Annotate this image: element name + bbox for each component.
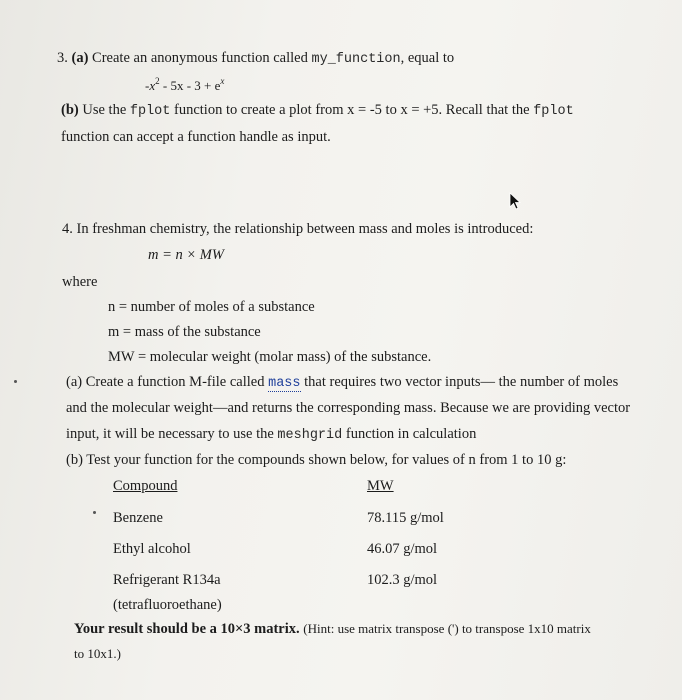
q3-number: 3. [57, 50, 68, 66]
q3-line-b2: function can accept a function handle as input. [61, 129, 331, 145]
bullet-mark [93, 511, 96, 514]
q4-where: where [62, 274, 98, 290]
q3-line-a [57, 49, 454, 69]
q3-part-b-label: (b) [61, 102, 79, 118]
q3-expression: $-x^2 - 5x - 3 + e^x$ [145, 76, 225, 93]
q4-intro: 4. In freshman chemistry, the relationship between mass and moles is introduced: [62, 221, 534, 237]
table-row-mw: 102.3 g/mol [367, 572, 438, 588]
q4-equation: m = n × MW [148, 247, 224, 263]
mass-function-link[interactable]: mass [268, 376, 301, 391]
q4-def-n: n = number of moles of a substance [108, 299, 315, 315]
q4-part-a-line3: input, it will be necessary to use the meshgrid function in calculation [66, 426, 477, 443]
q4-part-b: (b) Test your function for the compounds shown below, for values of n from 1 to 10 g: [66, 452, 567, 468]
q3-part-a-label: (a) [71, 50, 89, 66]
q3-code-fplot: fplot [129, 104, 171, 119]
mouse-cursor-icon [508, 192, 522, 210]
q4-def-m: m = mass of the substance [108, 324, 261, 340]
q4-result-bold: Your result should be a 10×3 matrix. [74, 621, 300, 637]
table-row-compound: Ethyl alcohol [113, 541, 191, 557]
q3-line-b: (b) Use the fplot function to create a plot from x = -5 to x = +5. Recall that the fplot [61, 102, 574, 119]
q4-result-line2: to 10x1.) [74, 646, 121, 661]
code-meshgrid: meshgrid [277, 428, 343, 443]
q4-part-a-line1: (a) Create a function M-file called mass that requires two vector inputs— the number of moles [66, 374, 619, 391]
table-row-compound: Refrigerant R134a [113, 572, 221, 588]
margin-mark [14, 380, 17, 383]
table-row-note: (tetrafluoroethane) [113, 597, 222, 613]
q4-part-a-line2: and the molecular weight—and returns the corresponding mass. Because we are providing vector [66, 400, 631, 416]
q3-part-a-tail: , equal to [400, 50, 455, 66]
table-header-mw: MW [367, 478, 394, 494]
q4-result-line1 [74, 620, 591, 638]
q4-def-mw: MW = molecular weight (molar mass) of the substance. [108, 349, 432, 365]
table-header-compound: Compound [113, 478, 178, 494]
q3-code-fplot-2: fplot [533, 104, 574, 119]
q3-code-my-function: my_function [311, 52, 401, 67]
table-row-compound: Benzene [113, 510, 163, 526]
table-row-mw: 46.07 g/mol [367, 541, 438, 557]
q3-part-a-text: Create an anonymous function called [92, 50, 308, 66]
table-row-mw: 78.115 g/mol [367, 510, 444, 526]
q4-result-hint: (Hint: use matrix transpose (') to transpose 1x10 matrix [303, 621, 591, 636]
